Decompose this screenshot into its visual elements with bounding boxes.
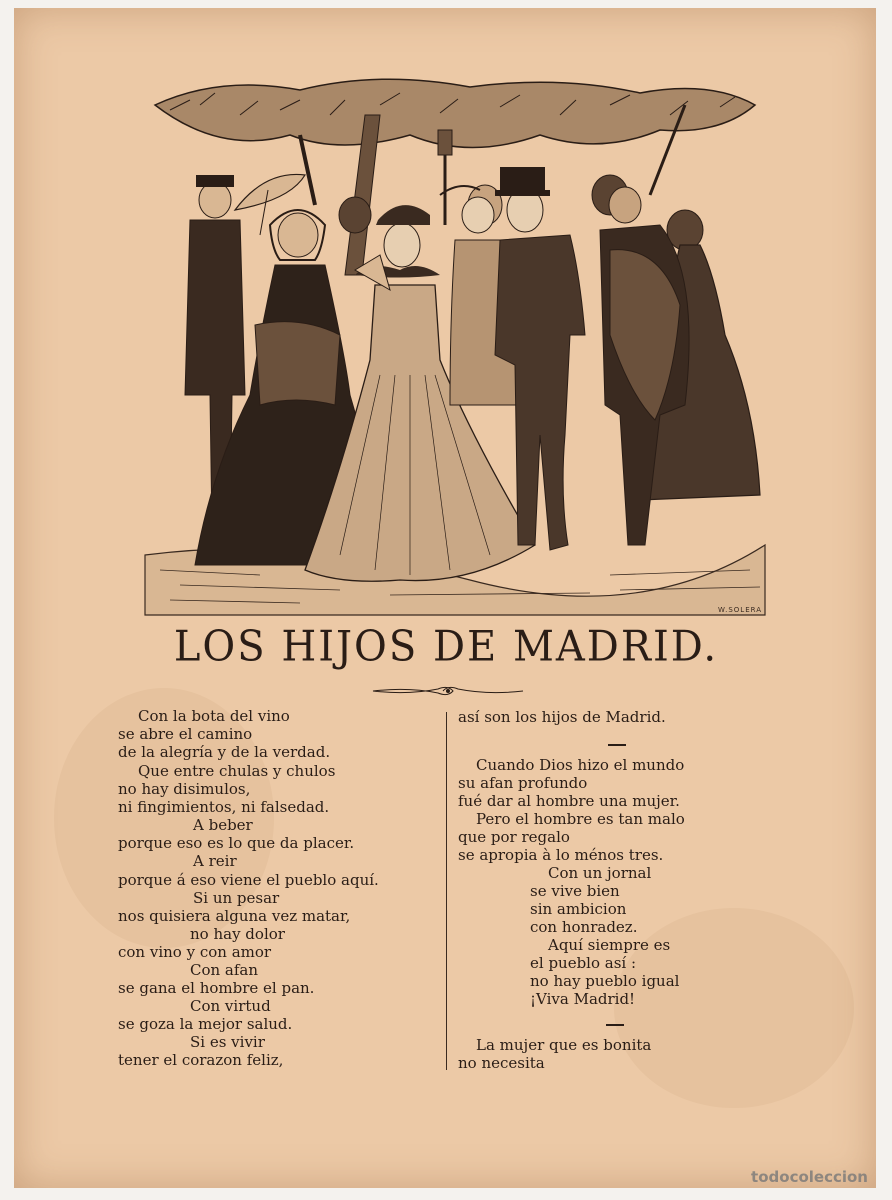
stanza-dash — [606, 1024, 624, 1026]
lyric-line: su afan profundo — [458, 774, 588, 792]
lyric-line: La mujer que es bonita — [476, 1036, 652, 1054]
lyric-line: sin ambicion — [530, 900, 627, 918]
lyric-line: Con virtud — [190, 997, 271, 1015]
lyric-line: no hay dolor — [190, 925, 285, 943]
lyric-line: nos quisiera alguna vez matar, — [118, 907, 351, 925]
lyric-line: se vive bien — [530, 882, 620, 900]
lyric-line: con honradez. — [530, 918, 638, 936]
lyric-line: con vino y con amor — [118, 943, 272, 961]
lyric-line: Cuando Dios hizo el mundo — [476, 756, 685, 774]
column-rule — [446, 712, 447, 1070]
lyric-line: el pueblo así : — [530, 954, 637, 972]
engraver-signature: W.SOLERA — [718, 606, 762, 614]
lyric-line: no necesita — [458, 1054, 545, 1072]
page-title: LOS HIJOS DE MADRID. — [173, 622, 719, 672]
lyric-line: porque eso es lo que da placer. — [118, 834, 355, 852]
lyric-line: no hay disimulos, — [118, 780, 251, 798]
lyric-line: Con afan — [190, 961, 259, 979]
lyric-line: ni fingimientos, ni falsedad. — [118, 798, 330, 816]
lyric-line: se abre el camino — [118, 725, 253, 743]
lyric-line: A beber — [193, 816, 253, 834]
stanza-dash — [608, 744, 626, 746]
lyric-line: A reir — [193, 852, 237, 870]
lyric-line: se apropia à lo ménos tres. — [458, 846, 664, 864]
ornament-divider — [368, 683, 528, 699]
lyric-line: no hay pueblo igual — [530, 972, 680, 990]
watermark-logo: todocoleccion — [751, 1168, 868, 1186]
lyric-line: así son los hijos de Madrid. — [458, 708, 666, 726]
engraving-illustration — [140, 75, 770, 620]
lyric-line: fué dar al hombre una mujer. — [458, 792, 680, 810]
lyric-line: Con la bota del vino — [138, 707, 290, 725]
lyric-line: Que entre chulas y chulos — [138, 762, 336, 780]
lyric-line: que por regalo — [458, 828, 570, 846]
lyric-line: Aquí siempre es — [548, 936, 671, 954]
lyric-line: porque á eso viene el pueblo aquí. — [118, 871, 379, 889]
lyric-line: Pero el hombre es tan malo — [476, 810, 685, 828]
lyric-line: Si un pesar — [193, 889, 280, 907]
lyric-line: Con un jornal — [548, 864, 652, 882]
lyric-line: se goza la mejor salud. — [118, 1015, 293, 1033]
lyric-line: ¡Viva Madrid! — [530, 990, 636, 1008]
lyric-line: de la alegría y de la verdad. — [118, 743, 331, 761]
lyric-line: Si es vivir — [190, 1033, 265, 1051]
lyric-line: se gana el hombre el pan. — [118, 979, 315, 997]
lyric-line: tener el corazon feliz, — [118, 1051, 284, 1069]
